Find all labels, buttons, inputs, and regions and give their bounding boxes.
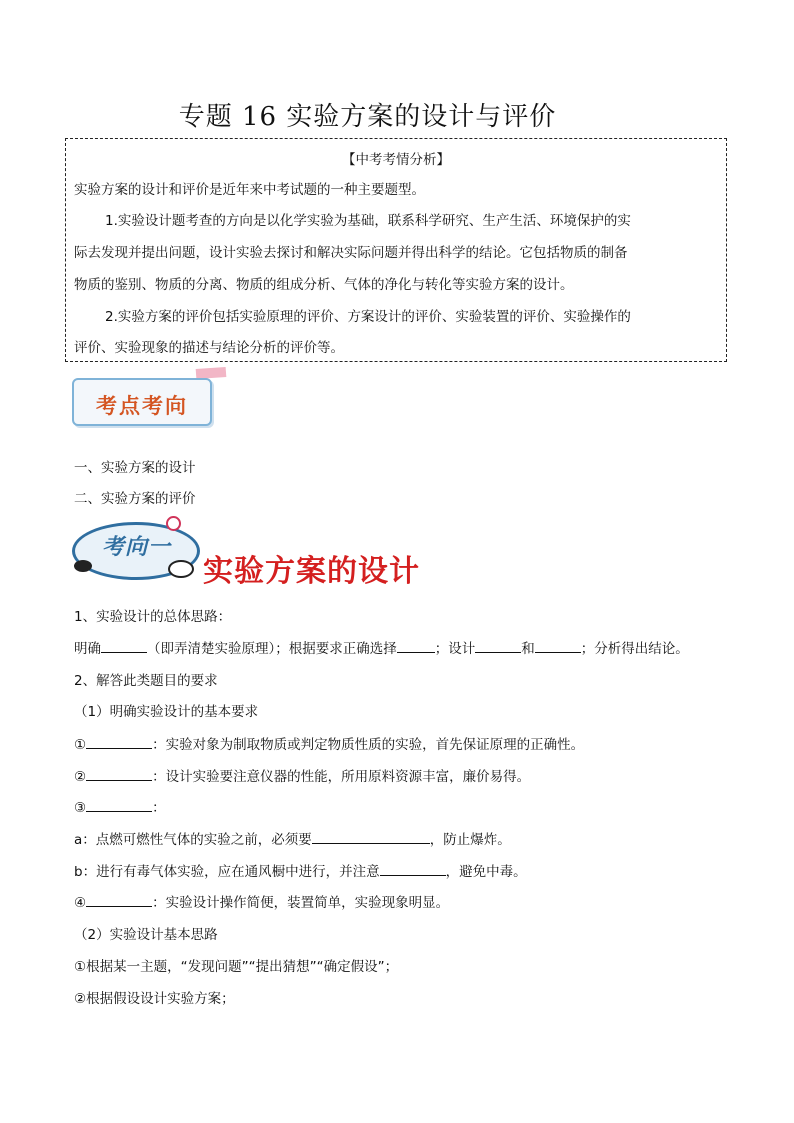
- blank-field[interactable]: [86, 734, 152, 749]
- fill-in-line: [74, 765, 530, 785]
- paragraph: （1）明确实验设计的基本要求: [74, 704, 259, 720]
- text-segment: （即弄清楚实验原理）；根据要求正确选择: [147, 641, 397, 657]
- fill-in-line: [74, 733, 584, 753]
- text-segment: ：实验对象为制取物质或判定物质性质的实验，首先保证原理的正确性。: [152, 737, 585, 753]
- text-segment: b：进行有毒气体实验，应在通风橱中进行，并注意: [74, 864, 380, 880]
- blank-field[interactable]: [475, 638, 521, 653]
- paragraph: 1、实验设计的总体思路：: [74, 609, 232, 625]
- badge-card: [72, 378, 212, 426]
- blank-field[interactable]: [312, 829, 430, 844]
- text-segment: ①: [74, 737, 87, 753]
- analysis-heading: 【中考考情分析】: [342, 152, 450, 168]
- outline-item: 二、实验方案的评价: [74, 491, 196, 507]
- paragraph: ①根据某一主题，“发现问题”“提出猜想”“确定假设”；: [74, 959, 399, 975]
- section-heading: 实验方案的设计: [203, 554, 420, 589]
- analysis-line: 物质的鉴别、物质的分离、物质的组成分析、气体的净化与转化等实验方案的设计。: [74, 277, 574, 293]
- fill-in-line: [74, 796, 166, 816]
- paragraph: 2、解答此类题目的要求: [74, 673, 218, 689]
- analysis-line: 际去发现并提出问题，设计实验去探讨和解决实际问题并得出科学的结论。它包括物质的制备: [74, 245, 628, 261]
- text-segment: ，避免中毒。: [445, 864, 527, 880]
- fill-in-line: [74, 891, 449, 911]
- page-title: 专题 16 实验方案的设计与评价: [178, 102, 557, 132]
- ring-icon: [168, 560, 194, 578]
- outline-item: 一、实验方案的设计: [74, 460, 196, 476]
- blank-field[interactable]: [101, 638, 147, 653]
- dot-icon: [74, 560, 92, 572]
- blank-field[interactable]: [380, 861, 446, 876]
- analysis-line: 评价、实验现象的描述与结论分析的评价等。: [74, 340, 344, 356]
- fill-in-line: [74, 828, 511, 848]
- text-segment: 和: [521, 641, 535, 657]
- text-segment: 明确: [74, 641, 101, 657]
- ring-icon: [166, 516, 181, 531]
- text-segment: ：实验设计操作简便，装置简单，实验现象明显。: [152, 895, 450, 911]
- text-segment: ；分析得出结论。: [580, 641, 689, 657]
- analysis-line: 1.实验设计题考查的方向是以化学实验为基础，联系科学研究、生产生活、环境保护的实: [105, 213, 631, 229]
- text-segment: ④: [74, 895, 87, 911]
- text-segment: ；设计: [434, 641, 476, 657]
- section-tag: 考向一: [101, 534, 171, 560]
- badge-label: 考点考向: [96, 393, 188, 418]
- text-segment: ：设计实验要注意仪器的性能，所用原料资源丰富，廉价易得。: [152, 769, 531, 785]
- analysis-line: 实验方案的设计和评价是近年来中考试题的一种主要题型。: [74, 182, 425, 198]
- blank-field[interactable]: [535, 638, 581, 653]
- text-segment: a：点燃可燃性气体的实验之前，必须要: [74, 832, 312, 848]
- blank-field[interactable]: [86, 892, 152, 907]
- exam-analysis-box: [65, 138, 727, 362]
- paragraph: （2）实验设计基本思路: [74, 927, 218, 943]
- blank-field[interactable]: [397, 638, 435, 653]
- text-segment: ③: [74, 800, 87, 816]
- paragraph: ②根据假设设计实验方案；: [74, 991, 235, 1007]
- analysis-line: 2.实验方案的评价包括实验原理的评价、方案设计的评价、实验装置的评价、实验操作的: [105, 309, 631, 325]
- fill-in-line: [74, 637, 689, 657]
- exam-points-badge: [68, 370, 218, 432]
- text-segment: ②: [74, 769, 87, 785]
- text-segment: ：: [152, 800, 166, 816]
- text-segment: ，防止爆炸。: [429, 832, 511, 848]
- blank-field[interactable]: [86, 766, 152, 781]
- fill-in-line: [74, 860, 527, 880]
- section-banner: [68, 520, 428, 590]
- blank-field[interactable]: [86, 797, 152, 812]
